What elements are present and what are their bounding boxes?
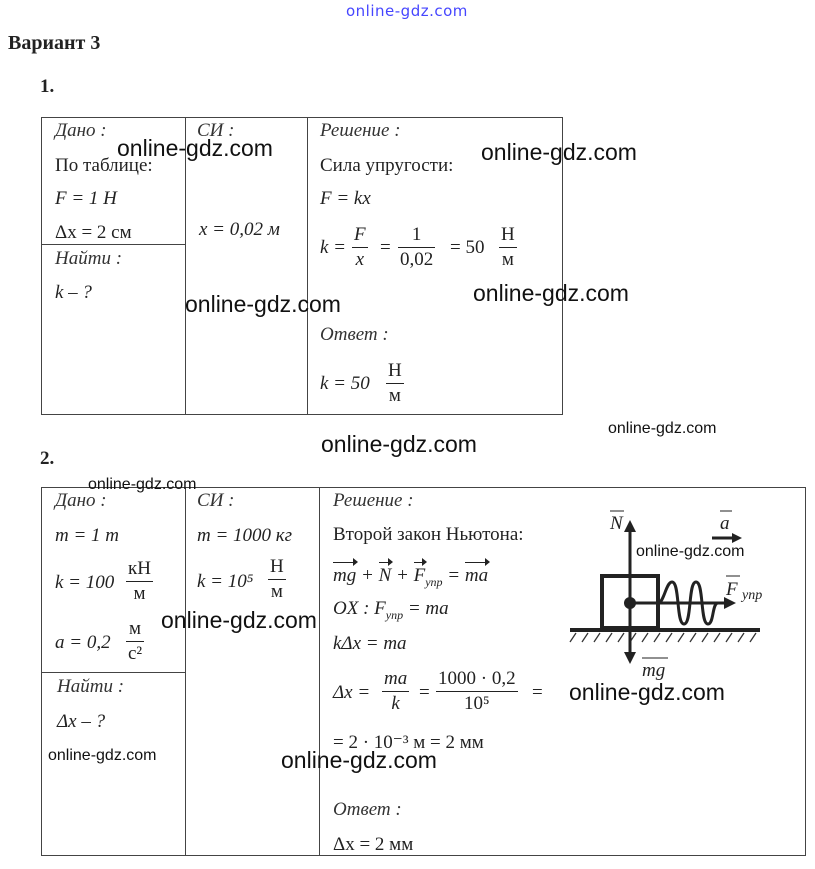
p1-eq-sign: = [380, 237, 391, 258]
p2-eq-sign-1: = [419, 682, 430, 703]
p2-find-header: Найти : [57, 676, 125, 697]
site-header[interactable]: online-gdz.com [346, 2, 468, 20]
label-mg: mg [642, 660, 666, 681]
p1-si-header: СИ : [197, 120, 235, 141]
p2-ox-b: = ma [407, 598, 449, 619]
label-n: N [610, 513, 623, 534]
p2-vec-mg: mg [333, 565, 357, 586]
p2-vec-f: F [413, 565, 426, 586]
p1-unit-den: м [501, 249, 514, 270]
problem-1-number: 1. [40, 76, 55, 97]
p2-given-a: a = 0,2 [55, 632, 111, 653]
p2-frac-num-value [436, 668, 518, 715]
label-f-sub: упр [742, 588, 763, 603]
p1-find-value: k – ? [55, 282, 92, 303]
p1-solution-header: Решение : [320, 120, 401, 141]
watermark: online-gdz.com [88, 476, 197, 493]
p1-given-dx: Δx = 2 см [55, 222, 132, 243]
p2-frac-b-den: 10⁵ [463, 693, 490, 714]
p2-answer-value: Δx = 2 мм [333, 834, 414, 855]
p1-answer-header: Ответ : [320, 324, 389, 345]
p2-find-value: Δx – ? [57, 711, 106, 732]
p2-given-k-unit-num: кН [128, 558, 151, 579]
p1-given-intro: По таблице: [55, 155, 153, 176]
watermark: online-gdz.com [281, 747, 437, 773]
p1-k-eq: k = [320, 237, 347, 258]
p1-answer-value: k = 50 [320, 373, 370, 394]
watermark: online-gdz.com [608, 420, 717, 437]
p2-frac-b-num: 1000 · 0,2 [438, 668, 516, 689]
p2-k-dx-line: kΔx = ma [333, 633, 407, 654]
p2-given-a-unit [126, 618, 144, 665]
label-a: a [720, 513, 730, 534]
variant-title: Вариант 3 [8, 32, 101, 54]
p1-given-header: Дано : [55, 120, 107, 141]
p2-given-header: Дано : [55, 490, 107, 511]
p2-given-a-unit-den: с² [128, 643, 143, 664]
p2-answer-header: Ответ : [333, 799, 402, 820]
watermark: online-gdz.com [473, 280, 629, 306]
watermark: online-gdz.com [636, 543, 745, 560]
p2-eq-plus-2: + [396, 565, 409, 586]
p1-solution-line2: F = kx [320, 188, 371, 209]
p1-unit-num: Н [501, 224, 515, 245]
p2-solution-header: Решение : [333, 490, 414, 511]
p2-dx-eq: Δx = [333, 682, 371, 703]
p1-find-header: Найти : [55, 248, 123, 269]
p1-answer-unit-den: м [388, 385, 401, 406]
p2-vec-ma: ma [464, 565, 489, 586]
ground-hatching [570, 633, 756, 642]
p2-si-k: k = 10⁵ [197, 571, 254, 592]
p1-frac1-num: F [354, 224, 366, 245]
p2-si-k-unit-num: Н [270, 556, 284, 577]
p2-frac-a-num: ma [384, 668, 408, 689]
watermark: online-gdz.com [161, 607, 317, 633]
watermark: online-gdz.com [481, 139, 637, 165]
watermark: online-gdz.com [117, 135, 273, 161]
p2-si-m: m = 1000 кг [197, 525, 293, 546]
p2-newton-equation [333, 565, 488, 590]
p2-solution-law: Второй закон Ньютона: [333, 524, 524, 545]
p1-frac1-den: x [355, 249, 365, 270]
p2-ox-a: OX : F [333, 598, 386, 619]
problem-2-number: 2. [40, 448, 55, 469]
p2-given-k-unit-den: м [133, 583, 146, 604]
p2-vec-n: N [378, 565, 392, 586]
p1-frac2-num: 1 [411, 224, 422, 245]
p1-answer-unit-num: Н [388, 360, 402, 381]
p2-eq-plus-1: + [360, 565, 374, 586]
p2-given-k: k = 100 [55, 572, 115, 593]
p2-eq-upr: упр [425, 574, 443, 589]
p1-given-f: F = 1 Н [55, 188, 117, 209]
p1-result: = 50 [450, 237, 485, 258]
watermark: online-gdz.com [48, 747, 157, 764]
p2-given-k-unit [126, 558, 153, 605]
p2-si-header: СИ : [197, 490, 235, 511]
watermark: online-gdz.com [569, 679, 725, 705]
watermark: online-gdz.com [185, 291, 341, 317]
p2-result-line: = 2 · 10⁻³ м = 2 мм [333, 732, 484, 753]
label-f: F [726, 579, 738, 600]
p2-si-k-unit [268, 556, 286, 603]
p1-fraction-f-over-x [352, 224, 368, 271]
p1-answer-unit [386, 360, 404, 407]
p2-given-a-unit-num: м [129, 618, 142, 639]
p1-si-value: x = 0,02 м [199, 219, 280, 240]
p2-given-m: m = 1 т [55, 525, 120, 546]
force-diagram [560, 500, 800, 685]
p1-frac2-den: 0,02 [400, 249, 434, 270]
p2-eq-equals: = [447, 565, 461, 586]
watermark: online-gdz.com [321, 431, 477, 457]
p2-si-k-unit-den: м [270, 581, 283, 602]
p2-ox-sub: упр [385, 607, 404, 622]
p2-frac-a-den: k [391, 693, 400, 714]
p2-eq-sign-2: = [532, 682, 543, 703]
p1-fraction-1-over-002 [398, 224, 435, 271]
p1-solution-line1: Сила упругости: [320, 155, 454, 176]
p2-frac-ma-over-k [382, 668, 409, 715]
p1-result-unit [499, 224, 517, 271]
p2-ox-line [333, 598, 449, 623]
